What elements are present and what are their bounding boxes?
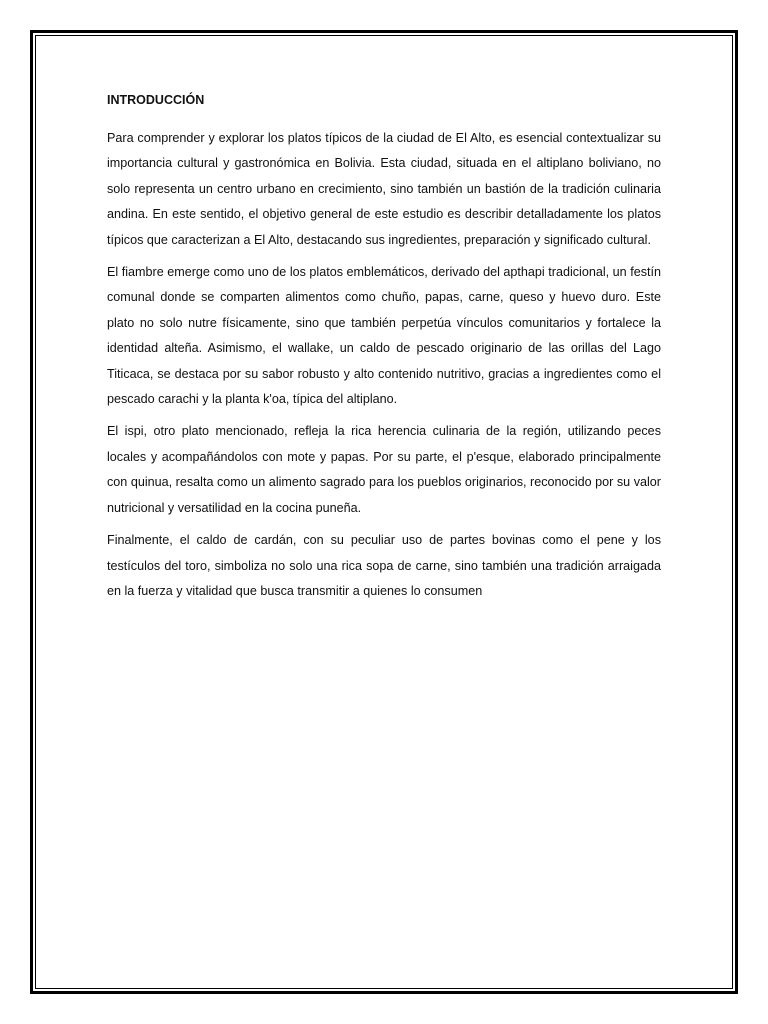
document-body: [107, 90, 661, 611]
paragraph-4: Finalmente, el caldo de cardán, con su peculiar uso de partes bovinas como el pene y los testículos del toro, simboliza no solo una rica sopa de carne, sino también una tradición arraigada en la fuerza y vitalidad que busca transmitir a quienes lo consumen: [107, 533, 661, 598]
paragraph-3: El ispi, otro plato mencionado, refleja la rica herencia culinaria de la región, utilizando peces locales y acompañándolos con mote y papas. Por su parte, el p'esque, elaborado principalmente con quinua, resalta como un alimento sagrado para los pueblos originarios, reconocido por su valor nutricional y versatilidad en la cocina puneña.: [107, 424, 661, 515]
paragraph-2: El fiambre emerge como uno de los platos emblemáticos, derivado del apthapi tradicional, un festín comunal donde se comparten alimentos como chuño, papas, carne, queso y huevo duro. Este plato no solo nutre físicamente, sino que también perpetúa vínculos comunitarios y fortalece la identidad alteña. Asimismo, el wallake, un caldo de pescado originario de las orillas del Lago Titicaca, se destaca por su sabor robusto y alto contenido nutritivo, gracias a ingredientes como el pescado carachi y la planta k'oa, típica del altiplano.: [107, 265, 661, 407]
paragraph-1: Para comprender y explorar los platos típicos de la ciudad de El Alto, es esencial contextualizar su importancia cultural y gastronómica en Bolivia. Esta ciudad, situada en el altiplano boliviano, no solo representa un centro urbano en crecimiento, sino también un bastión de la tradición culinaria andina. En este sentido, el objetivo general de este estudio es describir detalladamente los platos típicos que caracterizan a El Alto, destacando sus ingredientes, preparación y significado cultural.: [107, 131, 661, 247]
section-heading: INTRODUCCIÓN: [107, 93, 205, 107]
